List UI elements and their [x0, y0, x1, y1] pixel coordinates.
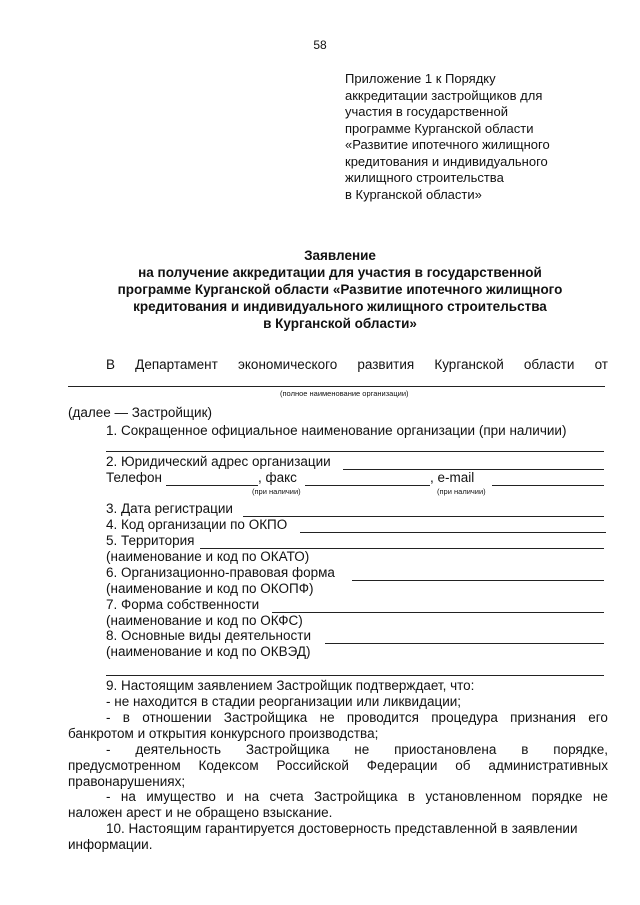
word: Российской: [276, 758, 349, 773]
activities-field[interactable]: [325, 643, 604, 644]
developer-note: (далее — Застройщик): [68, 405, 212, 420]
word: имущество: [146, 789, 216, 804]
word: проводится: [346, 710, 419, 725]
word: его: [588, 710, 608, 725]
word: -: [106, 710, 111, 725]
bullet-2: [106, 710, 608, 725]
bullet-3: [106, 742, 608, 757]
okpo-field[interactable]: [300, 532, 606, 533]
title-line: в Курганской области»: [263, 316, 417, 331]
word: приостановлена: [394, 742, 497, 757]
item-8-note: (наименование и код по ОКВЭД): [106, 644, 311, 659]
item-6-note: (наименование и код по ОКОПФ): [106, 581, 314, 596]
item-7-note: (наименование и код по ОКФС): [106, 613, 303, 628]
word: в: [122, 710, 130, 725]
bullet-1: - не находится в стадии реорганизации или ликвидации;: [106, 694, 462, 709]
item-5-label: 5. Территория: [106, 533, 195, 548]
email-field[interactable]: [492, 485, 604, 486]
item-8-label: 8. Основные виды деятельности: [106, 628, 311, 643]
word: не: [592, 789, 608, 804]
org-name-field[interactable]: [68, 386, 605, 387]
phone-field[interactable]: [166, 485, 258, 486]
title-line: Заявление: [304, 248, 376, 263]
intro-word: от: [594, 357, 608, 372]
email-if-any-caption: (при наличии): [437, 487, 486, 496]
word: Застройщика: [223, 710, 308, 725]
word: -: [106, 742, 111, 757]
bullet-4: [106, 789, 608, 804]
intro-word: Курганской: [434, 357, 504, 372]
item-3-label: 3. Дата регистрации: [106, 501, 233, 516]
word: порядке,: [553, 742, 608, 757]
appendix-line: кредитования и индивидуального: [345, 153, 548, 169]
word: не: [354, 742, 370, 757]
phone-label: Телефон: [106, 470, 163, 485]
word: Кодексом: [198, 758, 259, 773]
email-label: , e-mail: [430, 470, 475, 485]
item-9-text: 9. Настоящим заявлением Застройщик подтверждает, что:: [106, 678, 475, 693]
intro-word: В: [106, 357, 116, 372]
appendix-line: «Развитие ипотечного жилищного: [345, 137, 550, 152]
item-4-label: 4. Код организации по ОКПО: [106, 517, 288, 532]
item-10-continued: информации.: [68, 837, 153, 852]
bullet-2-continued: банкротом и открытия конкурсного производства;: [68, 726, 379, 741]
intro-line: [106, 357, 608, 372]
word: деятельность: [135, 742, 221, 757]
word: административных: [488, 758, 608, 773]
appendix-line: Приложение 1 к Порядку: [345, 71, 496, 86]
org-name-caption: (полное наименование организации): [280, 389, 409, 398]
word: -: [106, 789, 111, 804]
word: на: [120, 789, 136, 804]
registration-date-field[interactable]: [243, 516, 604, 517]
title-line: программе Курганской области «Развитие ипотечного жилищного: [117, 282, 563, 297]
word: Федерации: [366, 758, 438, 773]
title-line: на получение аккредитации для участия в государственной: [138, 265, 542, 280]
intro-word: экономического: [237, 357, 338, 372]
intro-word: области: [523, 357, 575, 372]
word: Застройщика: [245, 742, 330, 757]
word: об: [455, 758, 471, 773]
appendix-reference: [345, 71, 615, 203]
item-5-note: (наименование и код по ОКАТО): [106, 549, 310, 564]
word: на: [244, 789, 260, 804]
bullet-3-continued: правонарушениях;: [68, 774, 186, 789]
fax-if-any-caption: (при наличии): [252, 487, 301, 496]
page-number: 58: [313, 38, 327, 52]
legal-form-field[interactable]: [352, 580, 604, 581]
fax-field[interactable]: [305, 485, 430, 486]
appendix-line: программе Курганской области: [345, 120, 534, 136]
appendix-line: участия в государственной: [345, 104, 508, 119]
bullet-3-line-2: [68, 758, 608, 773]
short-name-field[interactable]: [106, 451, 604, 452]
word: отношении: [142, 710, 212, 725]
word: порядке: [531, 789, 583, 804]
item-2-label: 2. Юридический адрес организации: [106, 454, 331, 469]
word: не: [319, 710, 335, 725]
word: и: [226, 789, 234, 804]
ownership-form-field[interactable]: [272, 612, 604, 613]
bullet-4-continued: наложен арест и не обращено взыскание.: [68, 805, 333, 820]
word: Застройщика: [314, 789, 398, 804]
intro-word: развития: [357, 357, 415, 372]
item-7-label: 7. Форма собственности: [106, 597, 260, 612]
intro-word: Департамент: [135, 357, 218, 372]
word: в: [407, 789, 416, 804]
word: процедура: [431, 710, 498, 725]
item-1-label: 1. Сокращенное официальное наименование организации (при наличии): [106, 423, 567, 438]
item-6-label: 6. Организационно-правовая форма: [106, 565, 335, 580]
activities-field-extra[interactable]: [106, 675, 604, 676]
word: счета: [269, 789, 304, 804]
word: в: [521, 742, 529, 757]
title-line: кредитования и индивидуального жилищного строительства: [133, 299, 547, 314]
item-10-text: 10. Настоящим гарантируется достоверность представленной в заявлении: [106, 821, 578, 836]
fax-label: , факс: [258, 470, 297, 485]
appendix-line: аккредитации застройщиков для: [345, 87, 543, 103]
document-title: [40, 247, 640, 332]
appendix-line: в Курганской области»: [345, 186, 482, 202]
appendix-line: жилищного строительства: [345, 170, 504, 185]
word: признания: [510, 710, 576, 725]
word: предусмотренном: [68, 758, 181, 773]
word: установленном: [425, 789, 522, 804]
